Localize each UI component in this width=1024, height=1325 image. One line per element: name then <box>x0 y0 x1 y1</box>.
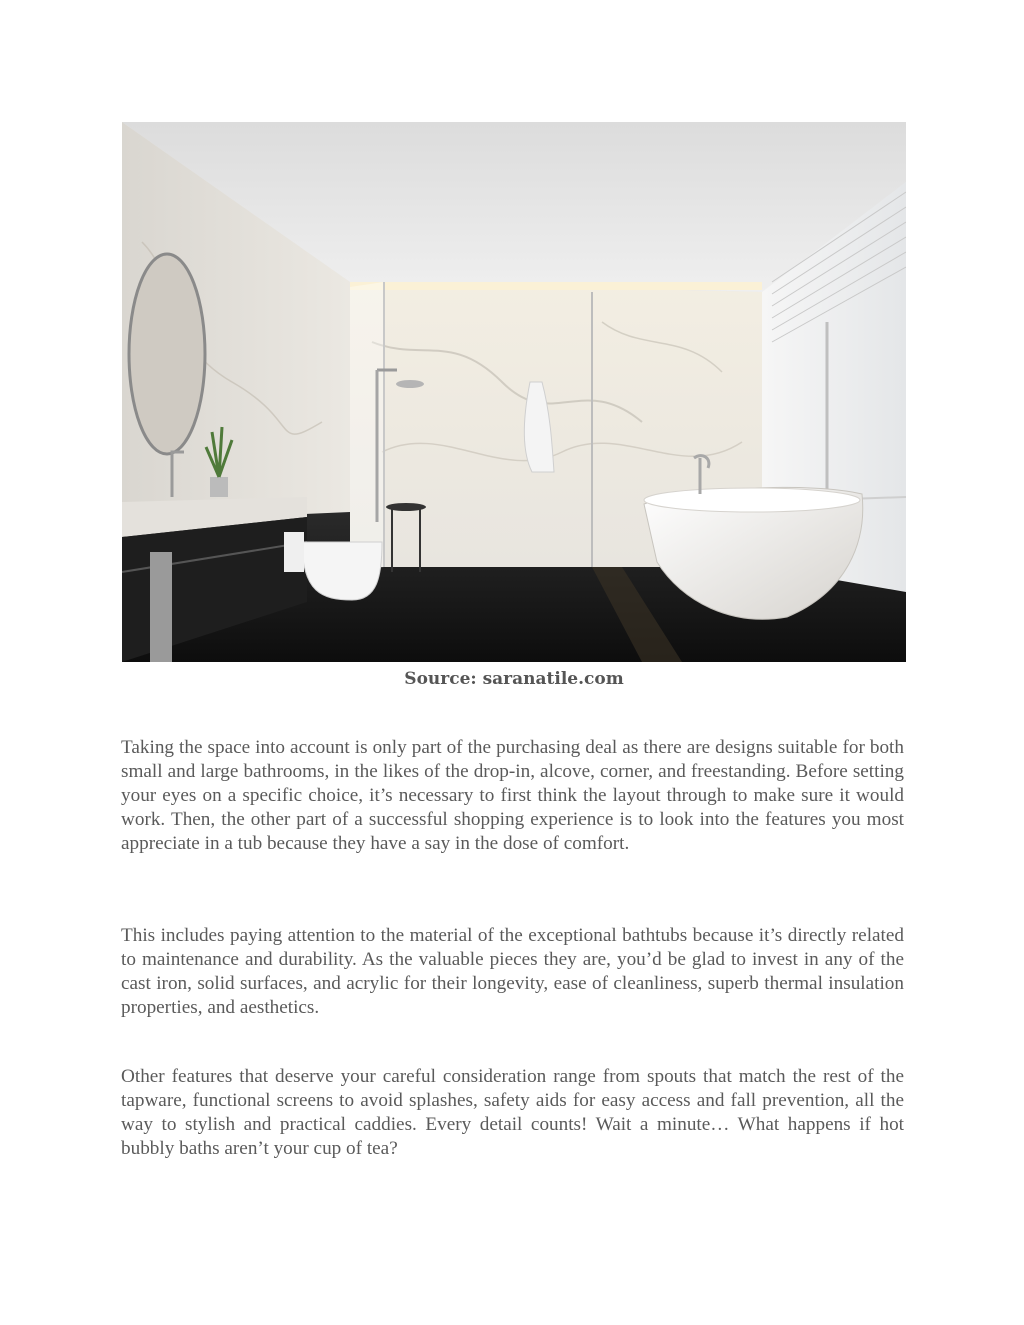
bathroom-photo <box>122 122 906 662</box>
image-caption: Source: saranatile.com <box>404 669 624 689</box>
bathroom-illustration <box>122 122 906 662</box>
paragraph-3: Other features that deserve your careful consideration range from spouts that match the rest of the tapware, functional screens to avoid splashes, safety aids for easy access and fall prevention, all the way to stylish and practical caddies. Every detail counts! Wait a minute… What happens if hot bubbly baths aren’t your cup of tea? <box>121 1066 904 1159</box>
paragraph-2: This includes paying attention to the material of the exceptional bathtubs because it’s directly related to maintenance and durability. As the valuable pieces they are, you’d be glad to invest in any of the cast iron, solid surfaces, and acrylic for their longevity, ease of cleanliness, superb thermal insulation properties, and aesthetics. <box>121 925 904 1018</box>
paragraph-1: Taking the space into account is only part of the purchasing deal as there are designs suitable for both small and large bathrooms, in the likes of the drop-in, alcove, corner, and freestanding. Before setting your eyes on a specific choice, it’s necessary to first think the layout through to make sure it would work. Then, the other part of a successful shopping experience is to look into the features you most appreciate in a tub because they have a say in the dose of comfort. <box>121 737 904 854</box>
